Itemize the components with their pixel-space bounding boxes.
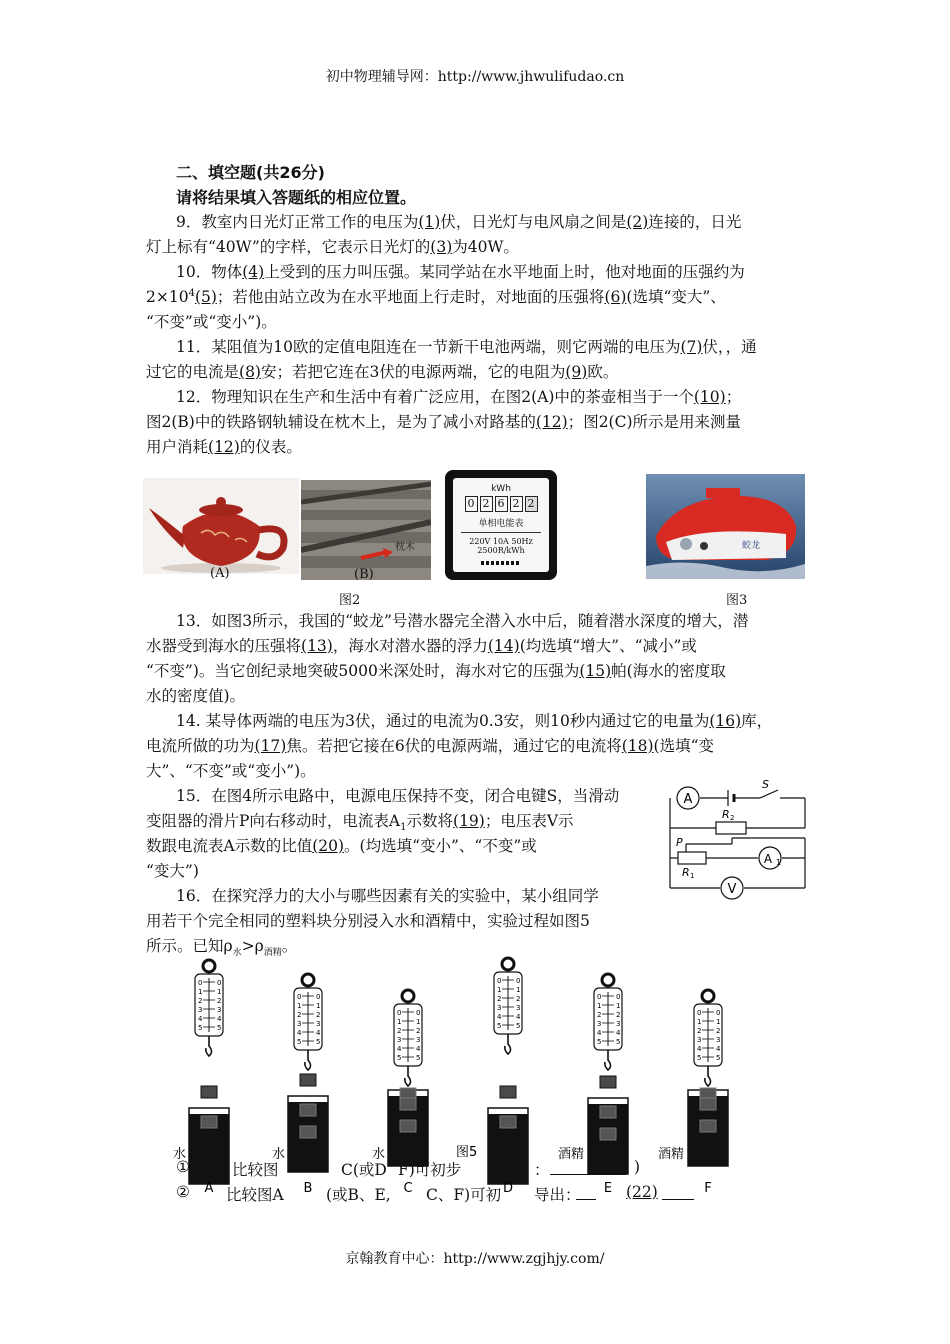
scale-tick-label: 3 [497,1004,502,1012]
q9-line2: 灯上标有“40W”的字样，它表示日光灯的(3)为40W。 [146,238,519,256]
page-footer: 京翰教育中心：http://www.zgjhjy.com/ [345,1251,605,1267]
plastic-block [700,1120,716,1132]
blank-18: (18) [621,737,654,755]
scale-tick-label: 2 [316,1011,321,1019]
plastic-block [600,1106,616,1118]
scale-tick-label: 4 [316,1029,321,1037]
scale-tick-label: 1 [597,1002,602,1010]
scale-tick-label: 0 [397,1009,402,1017]
submersible-name: 蛟龙 [742,541,761,551]
blank-22: (22) [626,1183,658,1201]
plastic-block [300,1126,316,1138]
beaker-label: D [502,1181,514,1196]
q12-line3: 用户消耗(12)的仪表。 [146,438,302,456]
blank-5: (5) [194,288,217,306]
beaker-label: A [204,1181,214,1196]
scale-tick-label: 1 [516,986,521,994]
scale-tick-label: 0 [597,993,602,1001]
scale-ring [402,990,414,1002]
plastic-block [201,1116,217,1128]
scale-tick-label: 3 [297,1020,302,1028]
section-title: 二、填空题(共26分) [176,163,325,182]
scale-ring [702,990,714,1002]
plastic-block [500,1086,516,1098]
section-instruction: 请将结果填入答题纸的相应位置。 [176,188,417,207]
meter-name: 单相电能表 [478,519,524,529]
blank-22-line-right [662,1199,694,1200]
q16-sub1-text4: ： [534,1161,550,1179]
plastic-block [400,1098,416,1110]
beaker-label: E [603,1181,613,1196]
scale-tick-label: 5 [497,1022,502,1030]
fig3-caption: 图3 [726,593,748,608]
electric-meter [445,470,557,580]
scale-tick-label: 5 [217,1024,222,1032]
scale-tick-label: 3 [616,1020,621,1028]
scale-tick-label: 2 [616,1011,621,1019]
scale-hook [405,1066,411,1086]
r2-label: R [722,808,730,821]
scale-tick-label: 1 [217,988,222,996]
meter-spec1: 220V 10A 50Hz [469,537,533,546]
r1-label: R [682,866,690,879]
q9-line1: 9．教室内日光灯正常工作的电压为(1)伏，日光灯与电风扇之间是(2)连接的，日光 [176,213,742,231]
scale-tick-label: 2 [716,1027,721,1035]
blank-17: (17) [254,737,287,755]
scale-hook [605,1050,611,1070]
railway-image [301,480,431,580]
plastic-block [300,1074,316,1086]
fig2-caption: 图2 [339,593,361,608]
scale-ring [602,974,614,986]
scale-tick-label: 3 [397,1036,402,1044]
blank-4: (4) [242,263,265,281]
scale-tick-label: 5 [516,1022,521,1030]
scale-tick-label: 4 [416,1045,421,1053]
q15-line1: 15．在图4所示电路中，电源电压保持不变，闭合电键S，当滑动 [176,787,620,805]
meter-unit: kWh [491,484,511,494]
blank-2: (2) [626,213,649,231]
scale-tick-label: 0 [198,979,203,987]
scale-tick-label: 1 [497,986,502,994]
scale-tick-label: 1 [316,1002,321,1010]
q10-line3: “不变”或“变小”)。 [146,313,277,331]
q16-sub1: ① [176,1158,190,1176]
blank-6: (6) [604,288,627,306]
fig2-caption-b: (B) [354,567,374,582]
q11-line1: 11．某阻值为10欧的定值电阻连在一节新干电池两端，则它两端的电压为(7)伏，，通 [176,338,757,356]
scale-tick-label: 1 [198,988,203,996]
beaker-label: B [303,1181,313,1196]
liquid-label: 水 [173,1147,187,1162]
q16-sub2-text4: 导出： [534,1186,581,1204]
scale-tick-label: 4 [697,1045,702,1053]
scale-tick-label: 3 [697,1036,702,1044]
scale-tick-label: 2 [597,1011,602,1019]
q12-line1: 12．物理知识在生产和生活中有着广泛应用，在图2(A)中的茶壶相当于一个(10)； [176,388,742,406]
r1-sub: 1 [690,872,695,880]
scale-tick-label: 0 [497,977,502,985]
scale-tick-label: 5 [697,1054,702,1062]
blank-21-line [550,1174,626,1175]
sleeper-label: 枕木 [395,542,415,553]
scale-tick-label: 4 [397,1045,402,1053]
scale-hook [505,1034,511,1054]
blank-22-line-left [576,1199,596,1200]
plastic-block [201,1086,217,1098]
q15-line2: 变阻器的滑片P向右移动时，电流表$A_1$示数将(19)；电压表V示 [146,812,574,834]
scale-tick-label: 1 [716,1018,721,1026]
plastic-block [600,1128,616,1140]
blank-1: (1) [418,213,441,231]
scale-tick-label: 4 [297,1029,302,1037]
scale-tick-label: 1 [397,1018,402,1026]
q16-sub1-text5: ) [634,1158,641,1176]
liquid-label: 酒精 [558,1147,585,1162]
ammeter-a: A [683,792,693,807]
scale-tick-label: 0 [316,993,321,1001]
blank-9: (9) [565,363,588,381]
q11-line2: 过它的电流是(8)安；若把它连在3伏的电源两端，它的电阻为(9)欧。 [146,363,619,381]
submersible-image [646,474,805,579]
scale-tick-label: 4 [597,1029,602,1037]
scale-tick-label: 3 [198,1006,203,1014]
meter-spec2: 2500R/kWh [477,546,525,555]
liquid-label: 水 [272,1147,286,1162]
blank-20: (20) [312,837,345,855]
scale-tick-label: 5 [716,1054,721,1062]
scale-tick-label: 0 [217,979,222,987]
scale-tick-label: 3 [597,1020,602,1028]
q16-line1: 16．在探究浮力的大小与哪些因素有关的实验中，某小组同学 [176,887,599,905]
q14-line1: 14. 某导体两端的电压为3伏，通过的电流为0.3安，则10秒内通过它的电量为(16)库， [176,712,773,730]
plastic-block [300,1104,316,1116]
blank-15: (15) [579,662,612,680]
scale-tick-label: 4 [497,1013,502,1021]
scale-tick-label: 1 [697,1018,702,1026]
blank-7: (7) [680,338,703,356]
scale-tick-label: 5 [397,1054,402,1062]
scale-tick-label: 2 [697,1027,702,1035]
q13-line4: 水的密度值)。 [146,687,246,705]
q15-line4: “变大”) [146,862,199,880]
scale-tick-label: 0 [416,1009,421,1017]
liquid-label: 酒精 [658,1147,685,1162]
plastic-block [500,1116,516,1128]
scale-tick-label: 5 [198,1024,203,1032]
beaker-label: C [403,1181,413,1196]
fig5-caption: 图5 [456,1145,478,1160]
q15-line3: 数跟电流表A示数的比值(20)。(均选填“变小”、“不变”或 [146,837,537,855]
q12-line2: 图2(B)中的铁路钢轨辅设在枕木上，是为了减小对路基的(12)；图2(C)所示是用来测量 [146,413,742,431]
q10-line2: $2\times 10^4(5)$；若他由站立改为在水平地面上行走时，对地面的压强将(6)(选填“变大”、 [146,287,726,306]
scale-tick-label: 2 [516,995,521,1003]
scale-tick-label: 0 [697,1009,702,1017]
blank-16: (16) [709,712,742,730]
scale-tick-label: 2 [416,1027,421,1035]
q10-line1: 10．物体(4)上受到的压力叫压强。某同学站在水平地面上时，他对地面的压强约为 [176,263,745,281]
scale-tick-label: 2 [198,997,203,1005]
meter-digits: 0 2 6 2 2 [453,496,549,512]
plastic-block [400,1120,416,1132]
q16-sub2: ② [176,1183,190,1201]
scale-tick-label: 0 [297,993,302,1001]
scale-tick-label: 4 [516,1013,521,1021]
page-header: 初中物理辅导网：http://www.jhwulifudao.cn [325,69,625,85]
scale-ring [203,960,215,972]
q16-line2: 用若干个完全相同的塑料块分别浸入水和酒精中，实验过程如图5 [146,912,590,930]
scale-tick-label: 4 [217,1015,222,1023]
q16-sub2-text2: (或B、E, [326,1186,391,1204]
scale-tick-label: 5 [297,1038,302,1046]
scale-ring [302,974,314,986]
scale-ring [502,958,514,970]
fig2-caption-a: (A) [210,566,230,581]
voltmeter-v: V [727,882,737,897]
beaker-label: F [704,1181,712,1196]
scale-tick-label: 3 [516,1004,521,1012]
scale-tick-label: 2 [217,997,222,1005]
scale-tick-label: 5 [316,1038,321,1046]
q13-line2: 水器受到海水的压强将(13)，海水对潜水器的浮力(14)(均选填“增大”、“减小”或 [146,637,697,655]
q16-sub1-text: 比较图 [232,1161,279,1179]
scale-tick-label: 3 [316,1020,321,1028]
scale-tick-label: 0 [616,993,621,1001]
blank-14: (14) [487,637,520,655]
scale-tick-label: 3 [217,1006,222,1014]
scale-tick-label: 4 [198,1015,203,1023]
scale-tick-label: 2 [397,1027,402,1035]
q13-line1: 13．如图3所示，我国的“蛟龙”号潜水器完全潜入水中后，随着潜水深度的增大，潜 [176,612,749,630]
scale-tick-label: 1 [297,1002,302,1010]
blank-8: (8) [239,363,261,381]
scale-tick-label: 2 [497,995,502,1003]
scale-tick-label: 1 [416,1018,421,1026]
scale-tick-label: 0 [516,977,521,985]
scale-tick-label: 3 [716,1036,721,1044]
plastic-block [600,1076,616,1088]
scale-tick-label: 5 [597,1038,602,1046]
switch-label: S [762,780,769,791]
scale-hook [206,1036,212,1056]
scale-tick-label: 3 [416,1036,421,1044]
scale-tick-label: 5 [616,1038,621,1046]
scale-hook [305,1050,311,1070]
blank-12: (12) [208,438,240,456]
slider-label: P [676,836,683,849]
r2-sub: 2 [730,814,735,822]
q14-line2: 电流所做的功为(17)焦。若把它接在6伏的电源两端，通过它的电流将(18)(选填“变 [146,737,715,755]
q16-sub1-text3: F)可初步 [398,1161,462,1179]
liquid-label: 水 [372,1147,386,1162]
plastic-block [700,1098,716,1110]
teapot-image [143,478,299,574]
scale-tick-label: 2 [297,1011,302,1019]
scale-tick-label: 0 [716,1009,721,1017]
q16-sub2-text3: C、F)可初 [426,1186,502,1204]
ammeter-a1-sub: 1 [776,858,782,867]
blank-11: (12) [535,413,568,431]
scale-tick-label: 1 [616,1002,621,1010]
blank-10: (10) [693,388,726,406]
blank-3: (3) [430,238,453,256]
scale-hook [705,1066,711,1086]
scale-tick-label: 4 [616,1029,621,1037]
scale-tick-label: 4 [716,1045,721,1053]
q16-sub1-text2: C(或D [341,1161,387,1179]
blank-13: (13) [301,637,333,655]
ammeter-a1: A [763,852,773,866]
blank-19: (19) [453,812,485,830]
q14-line3: 大”、“不变”或“变小”)。 [146,762,316,780]
q13-line3: “不变”)。当它创纪录地突破5000米深处时，海水对它的压强为(15)帕(海水的密度取 [146,662,726,680]
scale-tick-label: 5 [416,1054,421,1062]
q16-line3: 所示。已知$\rho_水>\rho_{酒精}$。 [146,937,298,959]
q16-sub2-text: 比较图A [226,1186,284,1204]
